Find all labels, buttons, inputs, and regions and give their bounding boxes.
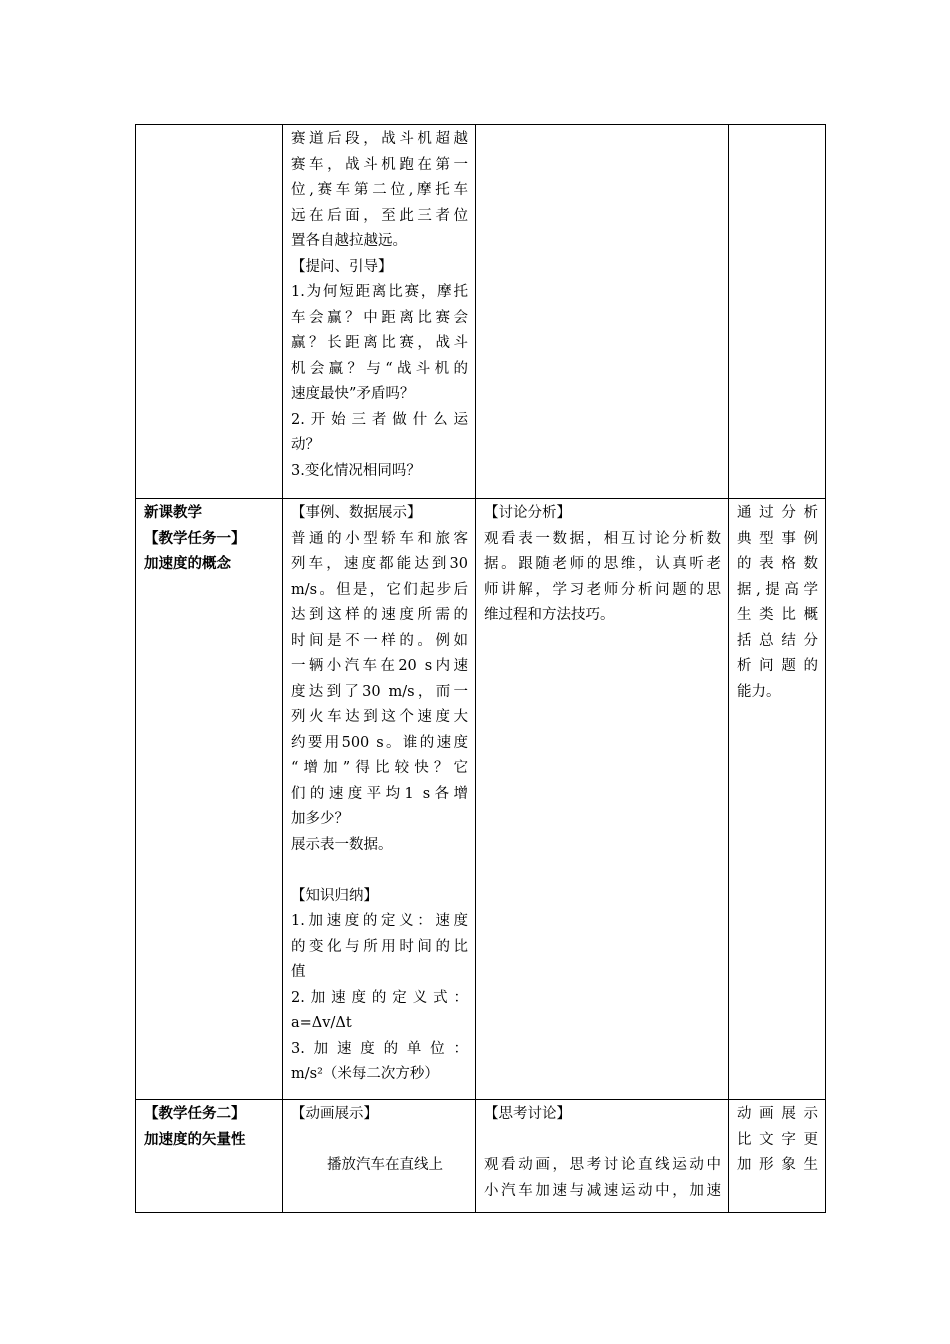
lesson-plan-table	[135, 124, 826, 1213]
text-line: 的变化与所用时间的比	[291, 938, 468, 955]
text-line: 赛道后段，战斗机超越	[291, 131, 468, 147]
text-line: 【思考讨论】	[484, 1106, 571, 1122]
text-line: 加形象生	[737, 1157, 818, 1173]
text-line: 生类比概	[737, 607, 818, 623]
text-line: 比文字更	[737, 1131, 818, 1148]
text-line: 据,提高学	[737, 581, 818, 598]
text-line: 列车，速度都能达到30	[291, 556, 468, 572]
text-line: 的表格数	[737, 556, 818, 572]
text-line: 列火车达到这个速度大	[291, 709, 468, 725]
teacher-activity-cell	[283, 499, 476, 1100]
text-line: 约要用500 s。谁的速度	[291, 734, 468, 751]
design-intent-cell	[729, 125, 826, 499]
student-activity-cell	[476, 125, 729, 499]
design-intent-cell	[729, 499, 826, 1100]
text-line: 通过分析	[737, 505, 818, 521]
text-line: 动画展示	[737, 1106, 818, 1122]
student-activity-cell	[476, 1100, 729, 1213]
stage-cell	[136, 1100, 283, 1213]
text-line: 车会赢？中距离比赛会	[291, 309, 468, 326]
table-row	[136, 499, 826, 1100]
text-line: 赢？长距离比赛，战斗	[291, 335, 468, 351]
text-line: 普通的小型轿车和旅客	[291, 530, 468, 547]
text-line: 括总结分	[737, 632, 818, 649]
text-line: 一辆小汽车在20 s内速	[291, 658, 468, 674]
text-line: 【动画展示】	[291, 1106, 378, 1122]
stage-cell	[136, 125, 283, 499]
teacher-activity-cell	[283, 1100, 476, 1213]
text-line: 时间是不一样的。例如	[291, 632, 468, 649]
text-line: 维过程和方法技巧。	[484, 607, 615, 623]
text-line: m/s。但是，它们起步后	[291, 581, 468, 598]
text-line: 播放汽车在直线上	[327, 1157, 443, 1173]
text-line: 观看动画，思考讨论直线运动中	[484, 1157, 721, 1173]
text-line: 达到这样的速度所需的	[291, 607, 468, 623]
task-label: 【教学任务二】	[144, 1106, 246, 1122]
text-line: 析问题的	[737, 658, 818, 674]
blank-line	[291, 1128, 468, 1154]
text-line: 速度最快”矛盾吗？	[291, 386, 415, 402]
text-line: 置各自越拉越远。	[291, 233, 407, 249]
text-line: 赛车，战斗机跑在第一	[291, 156, 468, 173]
text-line: 【事例、数据展示】	[291, 505, 422, 521]
stage-cell	[136, 499, 283, 1100]
text-line: 远在后面，至此三者位	[291, 207, 468, 224]
text-line: 据。跟随老师的思维，认真听老	[484, 556, 721, 572]
text-line: 1.加速度的定义：速度	[291, 913, 468, 929]
text-line: m/s²（米每二次方秒）	[291, 1066, 439, 1082]
table-row	[136, 1100, 826, 1213]
task-topic: 加速度的矢量性	[144, 1131, 246, 1148]
text-line: 【知识归纳】	[291, 887, 378, 904]
text-line: 2.开始三者做什么运	[291, 411, 468, 428]
text-line: 3.加速度的单位：	[291, 1040, 468, 1057]
text-line: 动？	[291, 437, 320, 453]
task-label: 【教学任务一】	[144, 530, 246, 547]
stage-title: 新课教学	[144, 505, 202, 521]
teacher-activity-cell	[283, 125, 476, 499]
design-intent-cell	[729, 1100, 826, 1213]
text-line: 小汽车加速与减速运动中，加速	[484, 1182, 721, 1199]
text-line: 展示表一数据。	[291, 836, 393, 853]
text-line: 值	[291, 964, 306, 980]
task-topic: 加速度的概念	[144, 556, 231, 572]
text-line: 机会赢？与“战斗机的	[291, 360, 468, 377]
text-line: 典型事例	[737, 530, 818, 547]
text-line: 【讨论分析】	[484, 505, 571, 521]
text-line: 1.为何短距离比赛，摩托	[291, 284, 468, 300]
text-line: 3.变化情况相同吗？	[291, 462, 421, 479]
blank-line	[484, 1128, 721, 1154]
formula-line: a=Δv/Δt	[291, 1015, 352, 1031]
blank-line	[291, 858, 468, 884]
text-line: 师讲解，学习老师分析问题的思	[484, 581, 721, 598]
text-line: 【提问、引导】	[291, 258, 393, 275]
table-row	[136, 125, 826, 499]
text-line: 们的速度平均1 s各增	[291, 785, 468, 802]
text-line: 观看表一数据，相互讨论分析数	[484, 530, 721, 547]
text-line: “增加”得比较快？它	[291, 760, 468, 776]
text-line: 加多少？	[291, 811, 349, 827]
student-activity-cell	[476, 499, 729, 1100]
text-line: 能力。	[737, 683, 781, 700]
text-line: 度达到了30 m/s，而一	[291, 683, 468, 700]
text-line: 2.加速度的定义式：	[291, 989, 468, 1006]
text-line: 位,赛车第二位,摩托车	[291, 182, 468, 198]
